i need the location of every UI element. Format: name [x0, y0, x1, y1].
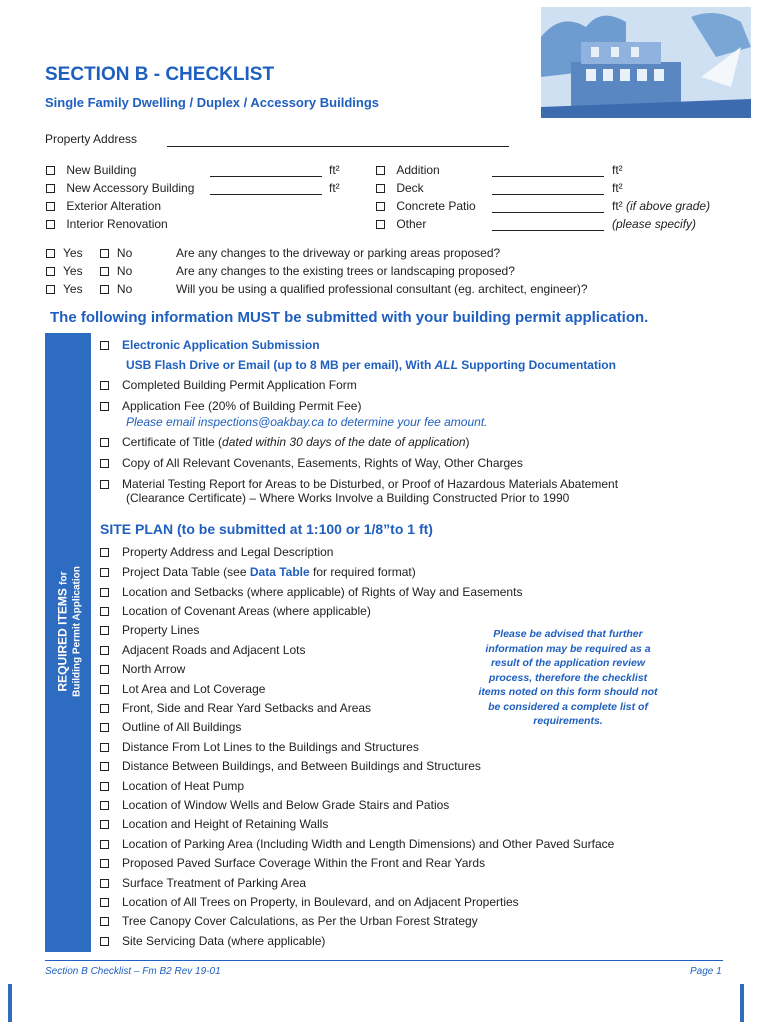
yes-no-row-2[interactable]: Yes No [46, 264, 132, 278]
list-item[interactable]: Property Lines [100, 623, 199, 637]
new-accessory-building-row[interactable]: New Accessory Building [46, 181, 194, 195]
list-item[interactable]: Tree Canopy Cover Calculations, as Per the Urban Forest Strategy [100, 914, 478, 928]
yes-checkbox[interactable] [46, 285, 55, 294]
addition-row[interactable]: Addition [376, 163, 440, 177]
patio-unit-note: ft² (if above grade) [612, 199, 711, 213]
fee-email-note: Please email inspections@oakbay.ca to determine your fee amount. [126, 415, 488, 429]
accessory-area-field[interactable] [210, 194, 322, 195]
list-item[interactable]: Front, Side and Rear Yard Setbacks and Areas [100, 701, 371, 715]
list-item[interactable]: Outline of All Buildings [100, 720, 241, 734]
checkbox[interactable] [100, 438, 109, 447]
no-checkbox[interactable] [100, 285, 109, 294]
checkbox[interactable] [100, 459, 109, 468]
list-item[interactable]: Site Servicing Data (where applicable) [100, 934, 325, 948]
yes-no-row-1[interactable]: Yes No [46, 246, 132, 260]
list-item[interactable]: Proposed Paved Surface Coverage Within the Front and Rear Yards [100, 856, 485, 870]
footer-divider [45, 960, 723, 961]
site-plan-heading: SITE PLAN (to be submitted at 1:100 or 1/8”to 1 ft) [100, 521, 433, 537]
checkbox[interactable] [100, 665, 109, 674]
left-bottom-accent [8, 984, 12, 1022]
deck-checkbox[interactable] [376, 184, 385, 193]
data-table-link[interactable]: Data Table [249, 565, 310, 579]
list-item[interactable]: North Arrow [100, 662, 185, 676]
question-trees: Are any changes to the existing trees or landscaping proposed? [176, 264, 515, 278]
exterior-alteration-checkbox[interactable] [46, 202, 55, 211]
header-house-photo [541, 7, 751, 118]
right-bottom-accent [740, 984, 744, 1022]
list-item[interactable]: Location and Height of Retaining Walls [100, 817, 328, 831]
must-submit-heading: The following information MUST be submitted with your building permit application. [50, 309, 649, 326]
list-item[interactable]: Completed Building Permit Application Form [100, 378, 357, 392]
concrete-patio-checkbox[interactable] [376, 202, 385, 211]
checkbox[interactable] [100, 607, 109, 616]
checkbox[interactable] [100, 782, 109, 791]
list-item[interactable]: Material Testing Report for Areas to be Disturbed, or Proof of Hazardous Materials Abatement [100, 477, 618, 491]
required-items-vertical-label: REQUIRED ITEMS for Building Permit Application [55, 566, 83, 697]
addition-checkbox[interactable] [376, 166, 385, 175]
list-item[interactable]: Distance From Lot Lines to the Buildings and Structures [100, 740, 419, 754]
concrete-patio-row[interactable]: Concrete Patio [376, 199, 476, 213]
question-consultant: Will you be using a qualified professional consultant (eg. architect, engineer)? [176, 282, 588, 296]
list-item[interactable]: Location of Heat Pump [100, 779, 244, 793]
checkbox[interactable] [100, 898, 109, 907]
list-item[interactable]: Location of All Trees on Property, in Boulevard, and on Adjacent Properties [100, 895, 519, 909]
checkbox[interactable] [100, 840, 109, 849]
ft2-unit: ft² [329, 181, 340, 195]
please-specify-note: (please specify) [612, 217, 697, 231]
checkbox[interactable] [100, 762, 109, 771]
electronic-submission-detail: USB Flash Drive or Email (up to 8 MB per email), With ALL Supporting Documentation [126, 358, 616, 372]
interior-renovation-checkbox[interactable] [46, 220, 55, 229]
checkbox[interactable] [100, 646, 109, 655]
new-building-row[interactable]: New Building [46, 163, 136, 177]
checkbox[interactable] [100, 820, 109, 829]
advisory-note: Please be advised that further information may be required as a result of the application review process, therefore the checklist items noted on this form should not be considered a complete list of requirements. [478, 628, 658, 727]
checkbox[interactable] [100, 917, 109, 926]
new-accessory-building-checkbox[interactable] [46, 184, 55, 193]
list-item[interactable]: Location of Covenant Areas (where applicable) [100, 604, 371, 618]
list-item[interactable]: Property Address and Legal Description [100, 545, 333, 559]
checkbox[interactable] [100, 626, 109, 635]
list-item[interactable]: Location of Parking Area (Including Width and Length Dimensions) and Other Paved Surface [100, 837, 614, 851]
footer-form-id: Section B Checklist – Fm B2 Rev 19-01 [45, 966, 221, 977]
question-driveway: Are any changes to the driveway or parking areas proposed? [176, 246, 501, 260]
new-building-checkbox[interactable] [46, 166, 55, 175]
list-item[interactable]: Certificate of Title (dated within 30 days of the date of application) [100, 435, 470, 449]
checkbox[interactable] [100, 480, 109, 489]
list-item[interactable]: Surface Treatment of Parking Area [100, 876, 306, 890]
ft2-unit: ft² [612, 181, 623, 195]
list-item[interactable]: Electronic Application Submission [100, 338, 320, 352]
checkbox[interactable] [100, 381, 109, 390]
property-address-field[interactable] [167, 146, 509, 147]
list-item[interactable]: Location and Setbacks (where applicable) of Rights of Way and Easements [100, 585, 522, 599]
list-item[interactable]: Lot Area and Lot Coverage [100, 682, 265, 696]
checkbox[interactable] [100, 859, 109, 868]
list-item[interactable]: Distance Between Buildings, and Between Buildings and Structures [100, 759, 481, 773]
other-checkbox[interactable] [376, 220, 385, 229]
yes-checkbox[interactable] [46, 267, 55, 276]
checkbox[interactable] [100, 801, 109, 810]
other-specify-field[interactable] [492, 230, 604, 231]
checkbox[interactable] [100, 879, 109, 888]
checkbox[interactable] [100, 588, 109, 597]
yes-no-row-3[interactable]: Yes No [46, 282, 132, 296]
checkbox[interactable] [100, 685, 109, 694]
patio-area-field[interactable] [492, 212, 604, 213]
ft2-unit: ft² [612, 163, 623, 177]
hazmat-continued: (Clearance Certificate) – Where Works Involve a Building Constructed Prior to 1990 [126, 491, 570, 505]
ft2-unit: ft² [329, 163, 340, 177]
page-title: SECTION B - CHECKLIST [45, 64, 275, 85]
checkbox[interactable] [100, 341, 109, 350]
addition-area-field[interactable] [492, 176, 604, 177]
checkbox[interactable] [100, 704, 109, 713]
interior-renovation-row[interactable]: Interior Renovation [46, 217, 168, 231]
checkbox[interactable] [100, 723, 109, 732]
new-building-area-field[interactable] [210, 176, 322, 177]
list-item[interactable]: Project Data Table (see Data Table for required format) [100, 565, 416, 579]
list-item[interactable]: Copy of All Relevant Covenants, Easements, Rights of Way, Other Charges [100, 456, 523, 470]
page-subtitle: Single Family Dwelling / Duplex / Accessory Buildings [45, 95, 379, 110]
other-row[interactable]: Other [376, 217, 426, 231]
list-item[interactable]: Application Fee (20% of Building Permit Fee) [100, 399, 361, 413]
no-checkbox[interactable] [100, 267, 109, 276]
checkbox[interactable] [100, 548, 109, 557]
no-checkbox[interactable] [100, 249, 109, 258]
checkbox[interactable] [100, 568, 109, 577]
list-item[interactable]: Adjacent Roads and Adjacent Lots [100, 643, 305, 657]
page-number: Page 1 [690, 966, 722, 977]
exterior-alteration-row[interactable]: Exterior Alteration [46, 199, 161, 213]
deck-row[interactable]: Deck [376, 181, 424, 195]
yes-checkbox[interactable] [46, 249, 55, 258]
checkbox[interactable] [100, 937, 109, 946]
checkbox[interactable] [100, 743, 109, 752]
list-item[interactable]: Location of Window Wells and Below Grade Stairs and Patios [100, 798, 449, 812]
deck-area-field[interactable] [492, 194, 604, 195]
checkbox[interactable] [100, 402, 109, 411]
property-address-label: Property Address [45, 132, 138, 146]
